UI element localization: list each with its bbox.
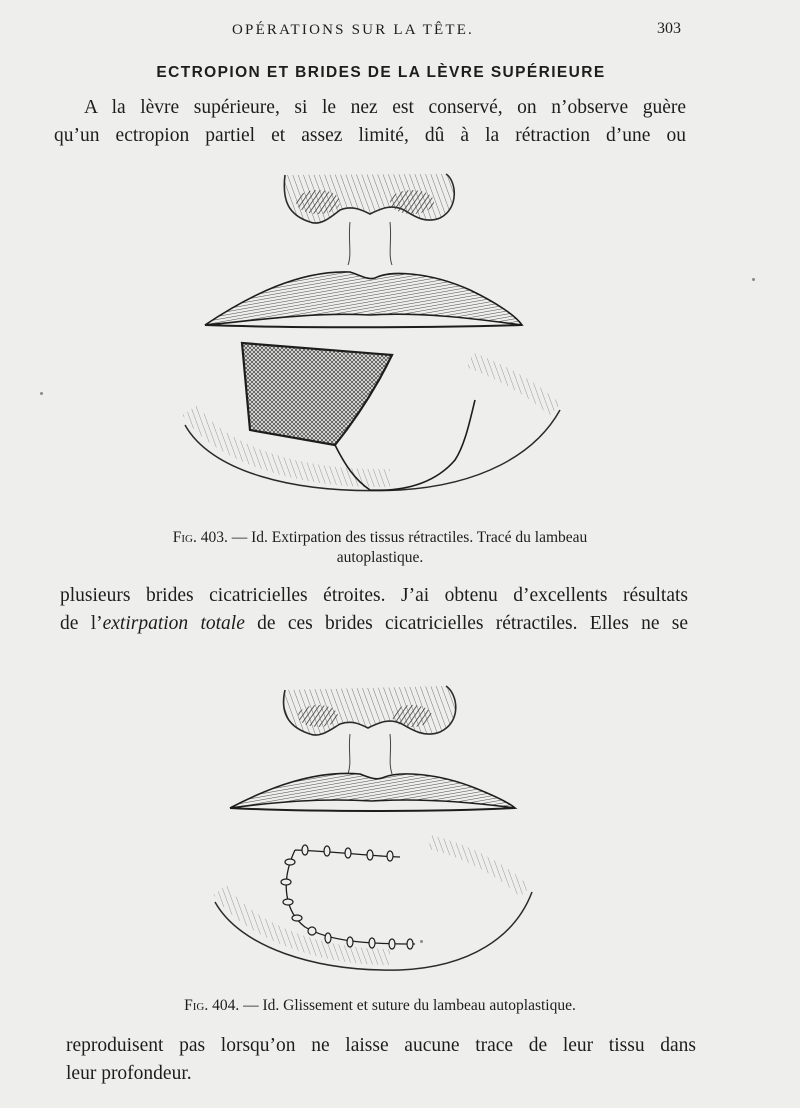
paragraph-2-emphasis: extirpation totale [102,613,245,634]
paragraph-1-line-2: qu’un ectropion partiel et assez limité, dû à la rétraction d’une ou [54,125,686,146]
page-number: 303 [657,20,681,37]
figure-404-nose [284,686,456,774]
figure-403-label: Fig. 403. [172,529,228,546]
figure-404-chin [215,842,532,970]
running-title: OPÉRATIONS SUR LA TÊTE. [232,22,475,38]
figure-403-caption-line-1: — Id. Extirpation des tissus rétractiles. Tracé du lambeau [231,529,588,546]
figure-403-nose [284,174,454,265]
paragraph-2 [60,582,688,638]
figure-404-caption [120,996,640,1016]
paragraph-2-line-2 [60,610,688,638]
paragraph-3-line-2: leur profondeur. [66,1063,192,1084]
figure-403-caption [100,528,660,568]
paragraph-2-line-1: plusieurs brides cicatricielles étroites. J’ai obtenu d’excellents résultats [60,585,688,606]
figure-403-caption-line-2: autoplastique. [336,549,424,566]
section-heading-text: ECTROPION ET BRIDES DE LA LÈVRE SUPÉRIEURE [156,64,606,81]
page-speck [752,278,755,281]
figure-404-illustration [200,652,560,982]
figure-403-illustration [170,160,570,500]
figure-404-suture-line [281,845,415,949]
figure-403-upper-lip [205,272,522,327]
paragraph-3-line-1: reproduisent pas lorsqu’on ne laisse aucune trace de leur tissu dans [66,1035,696,1056]
figure-404-upper-lip [230,773,515,811]
paragraph-1 [54,94,686,150]
figure-404-caption-text: — Id. Glissement et suture du lambeau autoplastique. [243,997,576,1014]
paragraph-1-line-1: A la lèvre supérieure, si le nez est conservé, on n’observe guère [84,97,686,118]
page-speck [420,940,423,943]
figure-404-label: Fig. 404. [184,997,240,1014]
page-speck [40,392,43,395]
section-heading [0,64,740,82]
paragraph-2-line-2-after: de ces brides cicatricielles rétractiles. Elles ne se [244,613,688,634]
paragraph-2-line-2-before: de l’ [60,613,103,634]
paragraph-3 [66,1032,696,1088]
figure-403-excised-area [242,343,392,445]
